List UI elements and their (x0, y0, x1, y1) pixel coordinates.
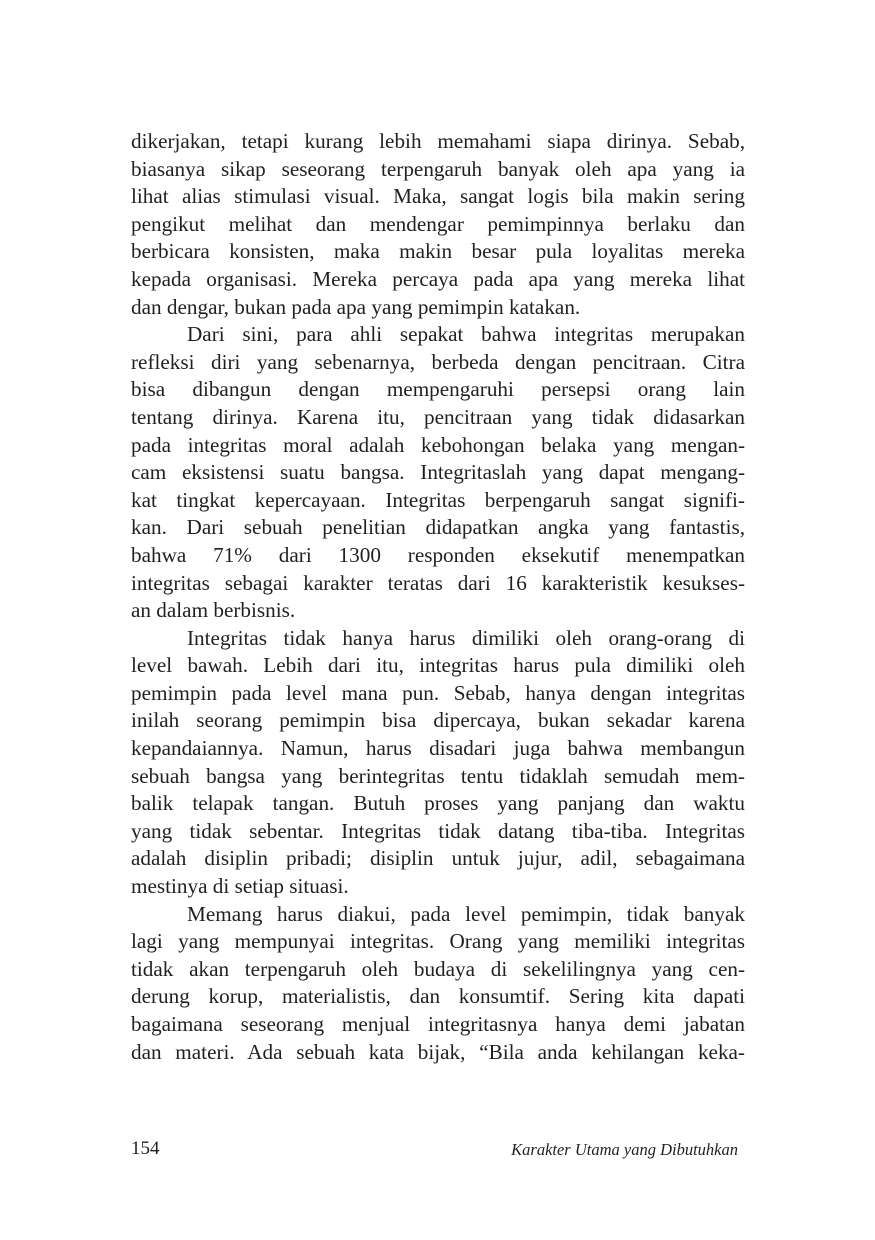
text-line: pengikut melihat dan mendengar pemimpinnya berlaku dan (131, 211, 745, 236)
text-line: pemimpin pada level mana pun. Sebab, hanya dengan integritas (131, 680, 745, 705)
page-footer (131, 1138, 738, 1164)
text-line: an dalam berbisnis. (131, 598, 296, 623)
text-line: Dari sini, para ahli sepakat bahwa integritas merupakan (187, 322, 745, 347)
text-line: refleksi diri yang sebenarnya, berbeda dengan pencitraan. Citra (131, 349, 745, 374)
text-line: bahwa 71% dari 1300 responden eksekutif menempatkan (131, 542, 745, 567)
text-line: kepada organisasi. Mereka percaya pada apa yang mereka lihat (131, 266, 745, 291)
text-line: bisa dibangun dengan mempengaruhi persepsi orang lain (131, 377, 745, 402)
text-line: inilah seorang pemimpin bisa dipercaya, bukan sekadar karena (131, 708, 745, 733)
text-line: dan dengar, bukan pada apa yang pemimpin katakan. (131, 294, 581, 319)
text-line: level bawah. Lebih dari itu, integritas harus pula dimiliki oleh (131, 653, 745, 678)
text-line: dan materi. Ada sebuah kata bijak, “Bila anda kehilangan keka- (131, 1039, 745, 1064)
body-text (131, 128, 745, 1066)
text-line: integritas sebagai karakter teratas dari 16 karakteristik kesukses- (131, 570, 745, 595)
text-line: Memang harus diakui, pada level pemimpin, tidak banyak (187, 901, 745, 926)
page-number: 154 (131, 1138, 160, 1159)
text-line: kat tingkat kepercayaan. Integritas berpengaruh sangat signifi- (131, 487, 745, 512)
text-line: pada integritas moral adalah kebohongan belaka yang mengan- (131, 432, 745, 457)
text-line: bagaimana seseorang menjual integritasnya hanya demi jabatan (131, 1012, 745, 1036)
text-line: balik telapak tangan. Butuh proses yang panjang dan waktu (131, 791, 745, 816)
text-line: Integritas tidak hanya harus dimiliki oleh orang-orang di (187, 625, 745, 650)
text-line: cam eksistensi suatu bangsa. Integritaslah yang dapat mengang- (131, 460, 745, 485)
text-line: kepandaiannya. Namun, harus disadari juga bahwa membangun (131, 736, 745, 761)
text-line: mestinya di setiap situasi. (131, 874, 349, 899)
text-line: kan. Dari sebuah penelitian didapatkan angka yang fantastis, (131, 515, 745, 540)
running-title: Karakter Utama yang Dibutuhkan (511, 1140, 738, 1159)
text-line: lihat alias stimulasi visual. Maka, sangat logis bila makin sering (131, 184, 745, 209)
text-line: lagi yang mempunyai integritas. Orang yang memiliki integritas (131, 929, 745, 954)
text-line: tidak akan terpengaruh oleh budaya di sekelilingnya yang cen- (131, 956, 745, 981)
text-line: dikerjakan, tetapi kurang lebih memahami siapa dirinya. Sebab, (131, 129, 745, 153)
text-line: yang tidak sebentar. Integritas tidak datang tiba-tiba. Integritas (131, 818, 745, 843)
text-line: berbicara konsisten, maka makin besar pula loyalitas mereka (131, 239, 745, 264)
text-line: adalah disiplin pribadi; disiplin untuk jujur, adil, sebagaimana (131, 846, 745, 871)
text-line: derung korup, materialistis, dan konsumtif. Sering kita dapati (131, 984, 745, 1009)
text-line: tentang dirinya. Karena itu, pencitraan yang tidak didasarkan (131, 404, 745, 429)
text-line: biasanya sikap seseorang terpengaruh banyak oleh apa yang ia (131, 156, 745, 181)
text-line: sebuah bangsa yang berintegritas tentu tidaklah semudah mem- (131, 763, 745, 788)
